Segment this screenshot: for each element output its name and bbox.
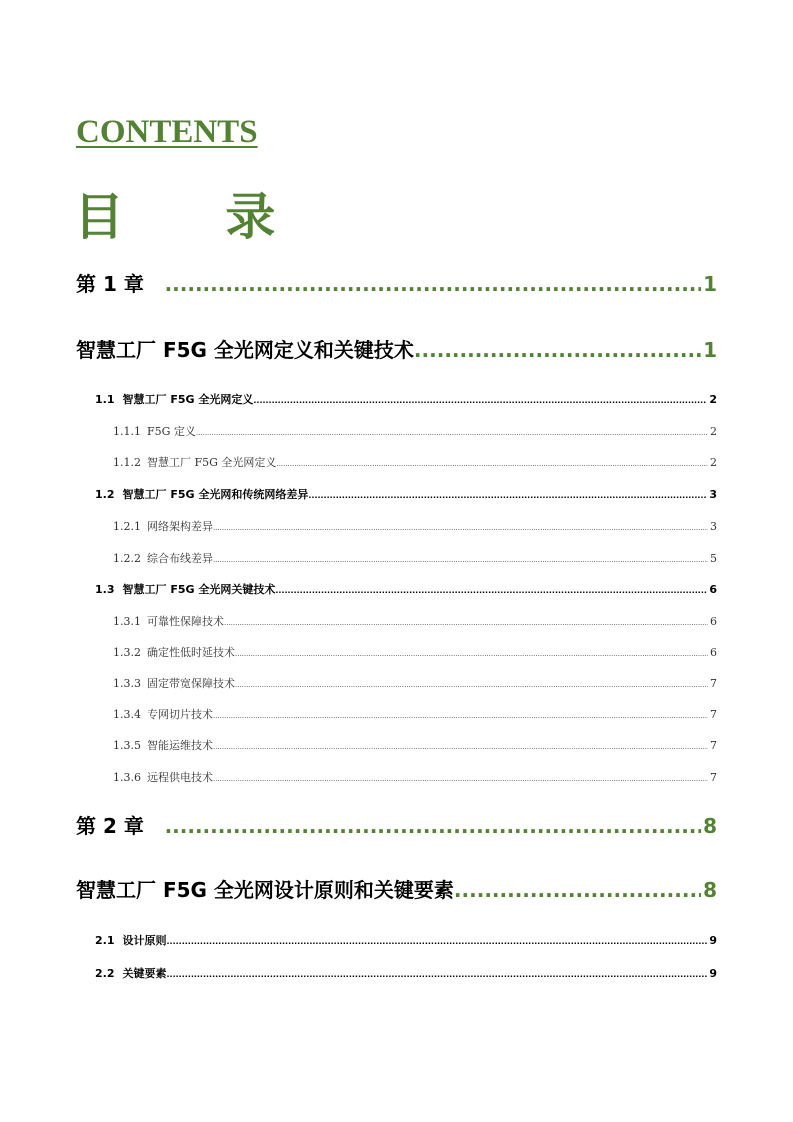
toc-subsection-number: 1.2.1 [113,520,141,533]
toc-leader [167,934,708,950]
toc-subsection-1-3-2[interactable] [113,645,717,661]
toc-section-1-1[interactable] [95,392,717,408]
toc-subsection-page: 5 [710,552,717,565]
toc-subsection-page: 7 [710,739,717,752]
toc-chapter-1-page: 1 [703,272,717,296]
toc-subsection-1-1-1[interactable] [113,424,717,440]
toc-subsection-number: 1.3.3 [113,677,141,690]
toc-leader [454,876,701,904]
toc-subsection-title: 网络架构差异 [147,520,213,533]
toc-subsection-page: 7 [710,708,717,721]
toc-leader [213,708,708,724]
toc-section-title: 智慧工厂 F5G 全光网定义 [122,393,254,406]
toc-leader [276,456,708,472]
toc-section-title: 智慧工厂 F5G 全光网关键技术 [122,583,276,596]
toc-section-title: 设计原则 [122,934,167,947]
toc-section-1-3[interactable] [95,582,717,598]
toc-section-page: 9 [709,934,717,947]
toc-leader [165,812,702,840]
toc-leader [213,771,708,787]
toc-chapter-1-subtitle-text: 智慧工厂 F5G 全光网定义和关键技术 [76,338,414,362]
toc-subsection-title: 确定性低时延技术 [147,646,235,659]
toc-section-number: 2.1 [95,934,115,947]
toc-subsection-number: 1.3.1 [113,615,141,628]
toc-subsection-title: 专网切片技术 [147,708,213,721]
toc-section-number: 1.3 [95,583,115,596]
toc-section-page: 6 [709,583,717,596]
toc-subsection-1-3-1[interactable] [113,614,717,630]
toc-section-title: 智慧工厂 F5G 全光网和传统网络差异 [122,488,309,501]
toc-subsection-page: 6 [710,615,717,628]
toc-section-page: 9 [709,967,717,980]
toc-subsection-1-2-1[interactable] [113,519,717,535]
toc-subsection-1-3-4[interactable] [113,707,717,723]
toc-chapter-2-subtitle-page: 8 [703,878,717,902]
toc-subsection-title: 智能运维技术 [147,739,213,752]
toc-subsection-page: 6 [710,646,717,659]
toc-subsection-1-2-2[interactable] [113,551,717,567]
toc-leader [224,615,708,631]
toc-section-number: 1.2 [95,488,115,501]
toc-subsection-page: 7 [710,677,717,690]
toc-chapter-1[interactable] [76,270,717,298]
toc-chapter-2[interactable] [76,812,717,840]
toc-leader [213,739,708,755]
toc-subsection-title: F5G 定义 [147,425,196,438]
toc-subsection-number: 1.1.1 [113,425,141,438]
toc-leader [165,270,702,298]
toc-chapter-1-subtitle-page: 1 [703,338,717,362]
toc-subsection-number: 1.3.5 [113,739,141,752]
toc-leader [235,646,708,662]
toc-subsection-1-3-6[interactable] [113,770,717,786]
toc-leader [196,425,708,441]
toc-subsection-1-3-3[interactable] [113,676,717,692]
toc-subsection-number: 1.2.2 [113,552,141,565]
toc-chapter-1-title: 第 1 章 [76,272,144,296]
toc-section-1-2[interactable] [95,487,717,503]
toc-leader [414,336,701,364]
toc-subsection-title: 综合布线差异 [147,552,213,565]
toc-section-page: 3 [709,488,717,501]
toc-leader [213,552,708,568]
toc-subsection-1-3-5[interactable] [113,738,717,754]
toc-subsection-number: 1.3.6 [113,771,141,784]
toc-leader [213,520,708,536]
toc-chapter-2-page: 8 [703,814,717,838]
toc-chapter-2-subtitle-text: 智慧工厂 F5G 全光网设计原则和关键要素 [76,878,454,902]
toc-subsection-number: 1.3.2 [113,646,141,659]
toc-subsection-1-1-2[interactable] [113,455,717,471]
toc-subsection-title: 智慧工厂 F5G 全光网定义 [147,456,277,469]
toc-section-page: 2 [709,393,717,406]
toc-subsection-page: 2 [710,425,717,438]
toc-section-title: 关键要素 [122,967,167,980]
toc-subsection-page: 7 [710,771,717,784]
page-title: 目 录 [74,188,318,246]
toc-chapter-2-title: 第 2 章 [76,814,144,838]
toc-chapter-2-subtitle[interactable] [76,876,717,904]
toc-subsection-title: 远程供电技术 [147,771,213,784]
toc-subsection-number: 1.3.4 [113,708,141,721]
contents-label: CONTENTS [76,114,258,150]
toc-subsection-title: 可靠性保障技术 [147,615,224,628]
toc-section-2-1[interactable] [95,933,717,949]
toc-section-number: 2.2 [95,967,115,980]
toc-subsection-page: 3 [710,520,717,533]
toc-section-number: 1.1 [95,393,115,406]
toc-leader [167,967,708,983]
toc-chapter-1-subtitle[interactable] [76,336,717,364]
toc-leader [235,677,708,693]
toc-subsection-number: 1.1.2 [113,456,141,469]
toc-leader [308,488,707,504]
toc-subsection-page: 2 [710,456,717,469]
toc-section-2-2[interactable] [95,966,717,982]
toc-subsection-title: 固定带宽保障技术 [147,677,235,690]
toc-leader [275,583,707,599]
toc-leader [253,393,707,409]
